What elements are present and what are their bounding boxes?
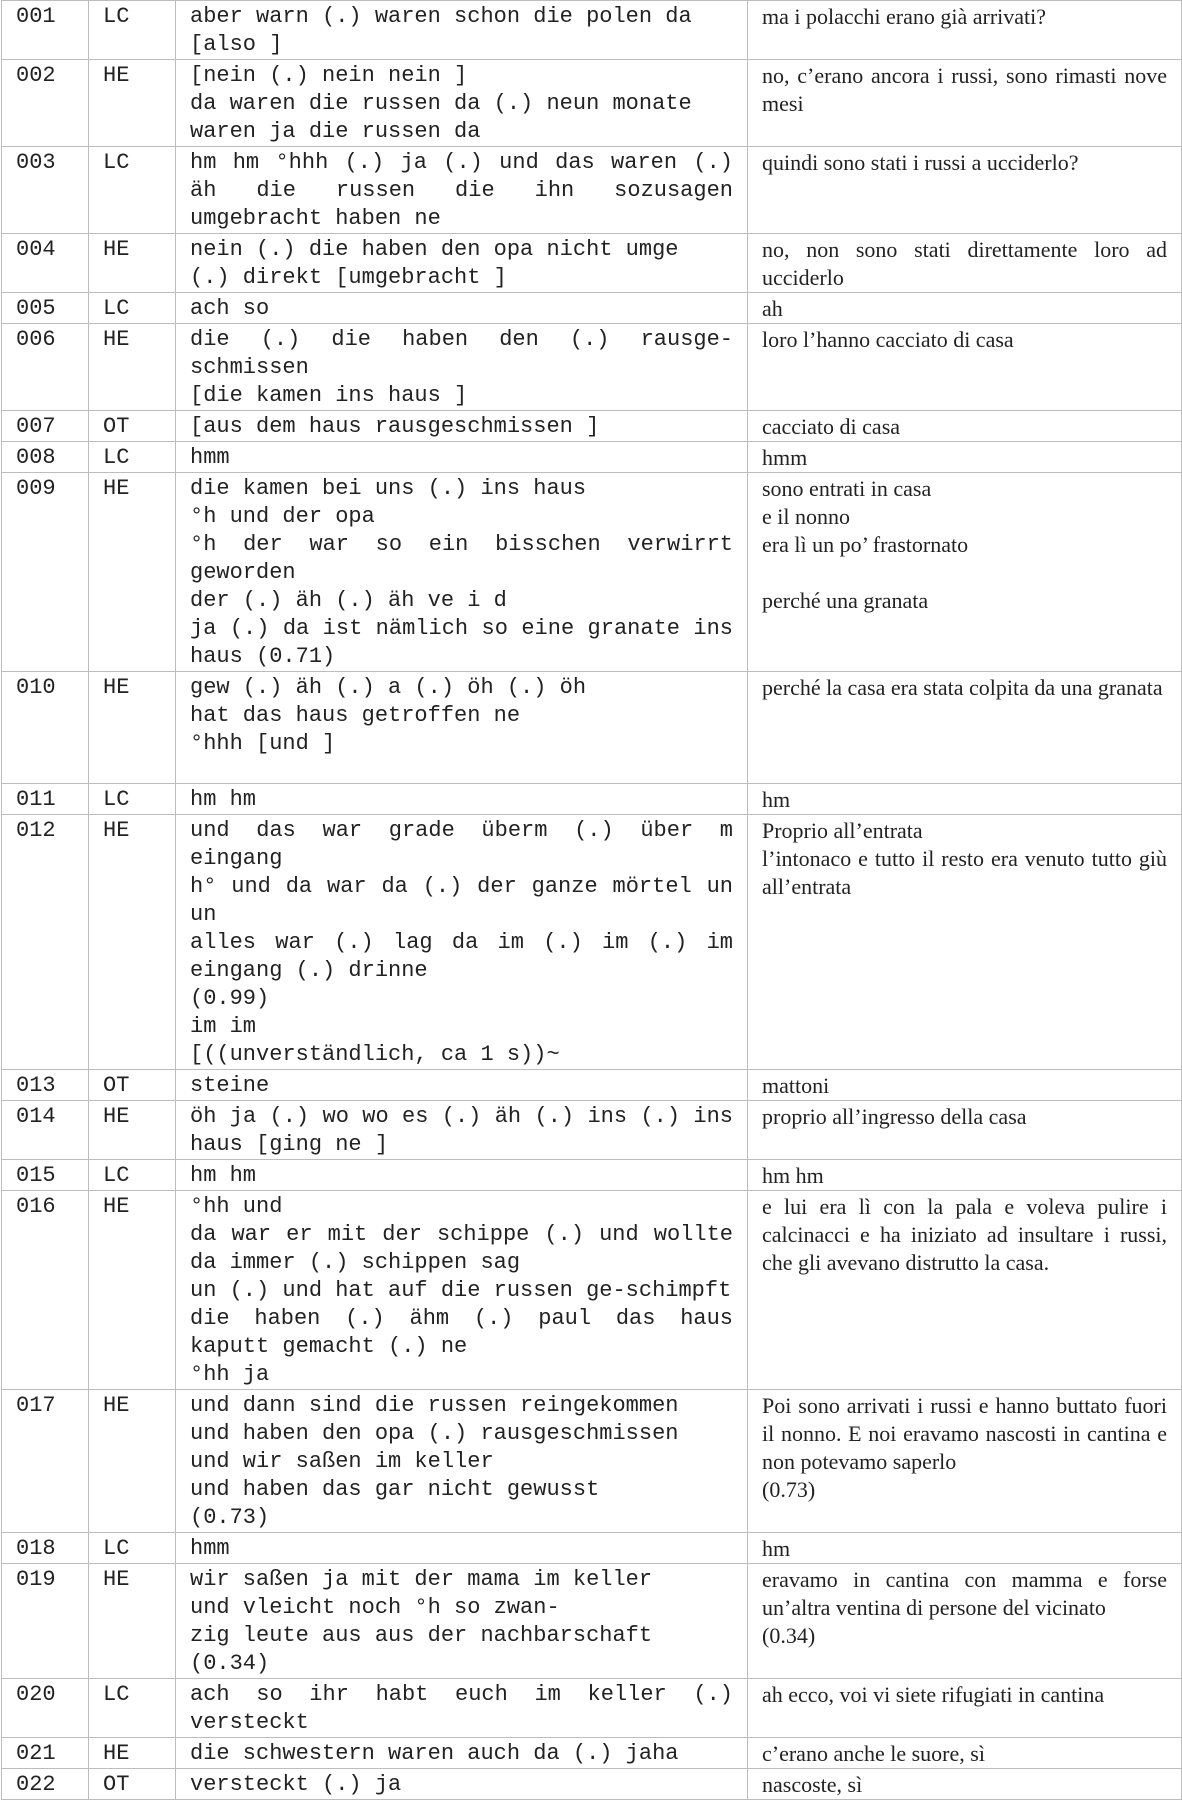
- speaker-code: HE: [89, 1191, 176, 1390]
- italian-translation-line: hmm: [762, 445, 808, 470]
- table-row: [2, 473, 1182, 672]
- table-row: [2, 1564, 1182, 1679]
- italian-translation-line: ma i polacchi erano già arrivati?: [762, 4, 1047, 29]
- speaker-code: HE: [89, 815, 176, 1070]
- line-number: 005: [2, 293, 89, 324]
- german-transcript-cell: [176, 784, 748, 815]
- speaker-code: LC: [89, 147, 176, 234]
- italian-translation-cell: [748, 1070, 1182, 1101]
- italian-translation-line: no, non sono stati direttamente loro ad ucciderlo: [762, 237, 1173, 290]
- italian-translation-line: nascoste, sì: [762, 1772, 863, 1797]
- line-number: 013: [2, 1070, 89, 1101]
- german-transcript-cell: [176, 1160, 748, 1191]
- german-transcript-cell: [176, 1070, 748, 1101]
- speaker-code: LC: [89, 1, 176, 60]
- italian-translation-cell: [748, 1564, 1182, 1679]
- table-row: [2, 324, 1182, 411]
- line-number: 004: [2, 234, 89, 293]
- german-transcript-line: h° und da war da (.) der ganze mörtel un un: [190, 874, 747, 927]
- speaker-code: LC: [89, 442, 176, 473]
- line-number: 001: [2, 1, 89, 60]
- german-transcript-line: die (.) die haben den (.) rausge-schmissen: [190, 327, 733, 380]
- speaker-code: HE: [89, 324, 176, 411]
- line-number: 006: [2, 324, 89, 411]
- line-number: 007: [2, 411, 89, 442]
- german-transcript-line: ach so: [190, 296, 270, 321]
- german-transcript-line: die kamen bei uns (.) ins haus: [190, 476, 587, 501]
- italian-translation-cell: [748, 1, 1182, 60]
- line-number: 012: [2, 815, 89, 1070]
- line-number: 009: [2, 473, 89, 672]
- line-number: 008: [2, 442, 89, 473]
- german-transcript-line: im im: [190, 1014, 257, 1039]
- table-row: [2, 147, 1182, 234]
- italian-translation-line: c’erano anche le suore, sì: [762, 1741, 985, 1766]
- german-transcript-cell: [176, 1191, 748, 1390]
- italian-translation-cell: [748, 1101, 1182, 1160]
- german-transcript-cell: [176, 1101, 748, 1160]
- italian-translation-cell: [748, 147, 1182, 234]
- speaker-code: HE: [89, 473, 176, 672]
- table-row: [2, 1, 1182, 60]
- table-row: [2, 293, 1182, 324]
- german-transcript-line: °h der war so ein bisschen verwirrt geworden: [190, 532, 747, 585]
- german-transcript-line: alles war (.) lag da im (.) im (.) im eingang (.) drinne: [190, 930, 747, 983]
- table-row: [2, 1191, 1182, 1390]
- german-transcript-cell: [176, 234, 748, 293]
- italian-translation-cell: [748, 1160, 1182, 1191]
- german-transcript-line: die haben (.) ähm (.) paul das haus kaputt gemacht (.) ne: [190, 1306, 747, 1359]
- speaker-code: OT: [89, 1769, 176, 1800]
- german-transcript-line: [((unverständlich, ca 1 s))~: [190, 1042, 560, 1067]
- table-row: [2, 1160, 1182, 1191]
- italian-translation-line: proprio all’ingresso della casa: [762, 1104, 1027, 1129]
- speaker-code: LC: [89, 1533, 176, 1564]
- italian-translation-line: cacciato di casa: [762, 414, 901, 439]
- speaker-code: HE: [89, 1738, 176, 1769]
- speaker-code: LC: [89, 784, 176, 815]
- speaker-code: HE: [89, 1101, 176, 1160]
- german-transcript-line: hmm: [190, 445, 230, 470]
- table-row: [2, 411, 1182, 442]
- german-transcript-cell: [176, 672, 748, 784]
- german-transcript-line: waren ja die russen da: [190, 119, 481, 144]
- german-transcript-line: (0.73): [190, 1505, 270, 1530]
- german-transcript-cell: [176, 1769, 748, 1800]
- german-transcript-line: [aus dem haus rausgeschmissen ]: [190, 414, 600, 439]
- german-transcript-cell: [176, 815, 748, 1070]
- german-transcript-line: aber warn (.) waren schon die polen da: [190, 4, 692, 29]
- table-row: [2, 1738, 1182, 1769]
- german-transcript-cell: [176, 1679, 748, 1738]
- table-row: [2, 60, 1182, 147]
- italian-translation-cell: [748, 324, 1182, 411]
- italian-translation-cell: [748, 442, 1182, 473]
- italian-translation-line: era lì un po’ frastornato: [762, 532, 969, 557]
- italian-translation-line: hm hm: [762, 1163, 824, 1188]
- german-transcript-line: ja (.) da ist nämlich so eine granate ins haus (0.71): [190, 616, 747, 669]
- speaker-code: OT: [89, 411, 176, 442]
- german-transcript-cell: [176, 1390, 748, 1533]
- italian-translation-cell: [748, 1679, 1182, 1738]
- german-transcript-line: °h und der opa: [190, 504, 375, 529]
- italian-translation-line: hm: [762, 1536, 791, 1561]
- german-transcript-line: und das war grade überm (.) über m eingang: [190, 818, 747, 871]
- italian-translation-cell: [748, 1191, 1182, 1390]
- table-row: [2, 234, 1182, 293]
- line-number: 021: [2, 1738, 89, 1769]
- german-transcript-line: und dann sind die russen reingekommen: [190, 1393, 679, 1418]
- italian-translation-cell: [748, 1390, 1182, 1533]
- italian-translation-cell: [748, 784, 1182, 815]
- german-transcript-line: steine: [190, 1073, 270, 1098]
- italian-translation-cell: [748, 293, 1182, 324]
- italian-translation-line: Poi sono arrivati i russi e hanno buttato fuori il nonno. E noi eravamo nascosti in cantina e non potevamo saperlo: [762, 1393, 1173, 1474]
- german-transcript-line: (0.34): [190, 1651, 270, 1676]
- german-transcript-line: °hhh [und ]: [190, 731, 336, 756]
- italian-translation-line: [762, 559, 1167, 587]
- german-transcript-cell: [176, 1, 748, 60]
- italian-translation-cell: [748, 1533, 1182, 1564]
- italian-translation-line: hm: [762, 787, 791, 812]
- german-transcript-line: und vleicht noch °h so zwan-: [190, 1595, 560, 1620]
- german-transcript-line: wir saßen ja mit der mama im keller: [190, 1567, 653, 1592]
- german-transcript-line: der (.) äh (.) äh ve i d: [190, 588, 507, 613]
- table-row: [2, 1769, 1182, 1800]
- german-transcript-cell: [176, 293, 748, 324]
- speaker-code: OT: [89, 1070, 176, 1101]
- table-row: [2, 1679, 1182, 1738]
- german-transcript-line: öh ja (.) wo wo es (.) äh (.) ins (.) ins haus [ging ne ]: [190, 1104, 747, 1157]
- german-transcript-line: die schwestern waren auch da (.) jaha: [190, 1741, 679, 1766]
- german-transcript-cell: [176, 442, 748, 473]
- table-row: [2, 1390, 1182, 1533]
- italian-translation-cell: [748, 473, 1182, 672]
- line-number: 014: [2, 1101, 89, 1160]
- german-transcript-cell: [176, 324, 748, 411]
- german-transcript-line: un (.) und hat auf die russen ge-schimpft: [190, 1278, 732, 1303]
- speaker-code: HE: [89, 60, 176, 147]
- italian-translation-cell: [748, 1738, 1182, 1769]
- german-transcript-line: hm hm: [190, 787, 257, 812]
- transcript-table: [1, 0, 1182, 1800]
- speaker-code: LC: [89, 1679, 176, 1738]
- line-number: 020: [2, 1679, 89, 1738]
- line-number: 015: [2, 1160, 89, 1191]
- italian-translation-line: ah ecco, voi vi siete rifugiati in cantina: [762, 1682, 1105, 1707]
- line-number: 022: [2, 1769, 89, 1800]
- german-transcript-line: und wir saßen im keller: [190, 1449, 494, 1474]
- german-transcript-line: gew (.) äh (.) a (.) öh (.) öh: [190, 675, 587, 700]
- german-transcript-line: hat das haus getroffen ne: [190, 703, 521, 728]
- speaker-code: HE: [89, 234, 176, 293]
- table-row: [2, 1101, 1182, 1160]
- german-transcript-line: °hh ja: [190, 1362, 270, 1387]
- italian-translation-line: quindi sono stati i russi a ucciderlo?: [762, 150, 1079, 175]
- german-transcript-cell: [176, 473, 748, 672]
- german-transcript-cell: [176, 1533, 748, 1564]
- italian-translation-line: ah: [762, 296, 783, 321]
- german-transcript-line: [also ]: [190, 32, 283, 57]
- german-transcript-cell: [176, 147, 748, 234]
- table-row: [2, 672, 1182, 784]
- german-transcript-line: da war er mit der schippe (.) und wollte da immer (.) schippen sag: [190, 1222, 747, 1275]
- italian-translation-line: (0.34): [762, 1623, 816, 1648]
- italian-translation-cell: [748, 672, 1182, 784]
- german-transcript-line: versteckt (.) ja: [190, 1772, 402, 1797]
- german-transcript-cell: [176, 411, 748, 442]
- italian-translation-line: l’intonaco e tutto il resto era venuto tutto giù all’entrata: [762, 846, 1173, 899]
- italian-translation-line: perché una granata: [762, 588, 929, 613]
- line-number: 018: [2, 1533, 89, 1564]
- italian-translation-cell: [748, 1769, 1182, 1800]
- line-number: 019: [2, 1564, 89, 1679]
- italian-translation-line: no, c’erano ancora i russi, sono rimasti nove mesi: [762, 63, 1173, 116]
- speaker-code: HE: [89, 1564, 176, 1679]
- german-transcript-cell: [176, 60, 748, 147]
- italian-translation-cell: [748, 815, 1182, 1070]
- german-transcript-line: hm hm: [190, 1163, 257, 1188]
- italian-translation-line: mattoni: [762, 1073, 830, 1098]
- table-row: [2, 815, 1182, 1070]
- table-row: [2, 1070, 1182, 1101]
- german-transcript-cell: [176, 1564, 748, 1679]
- german-transcript-line: [die kamen ins haus ]: [190, 383, 468, 408]
- italian-translation-cell: [748, 60, 1182, 147]
- line-number: 002: [2, 60, 89, 147]
- german-transcript-line: und haben den opa (.) rausgeschmissen: [190, 1421, 679, 1446]
- italian-translation-line: perché la casa era stata colpita da una granata: [762, 675, 1163, 700]
- german-transcript-line: da waren die russen da (.) neun monate: [190, 91, 692, 116]
- german-transcript-line: hmm: [190, 1536, 230, 1561]
- german-transcript-line: (.) direkt [umgebracht ]: [190, 265, 507, 290]
- line-number: 011: [2, 784, 89, 815]
- german-transcript-line: (0.99): [190, 986, 270, 1011]
- table-row: [2, 1533, 1182, 1564]
- german-transcript-line: ach so ihr habt euch im keller (.) versteckt: [190, 1682, 747, 1735]
- italian-translation-line: Proprio all’entrata: [762, 818, 923, 843]
- speaker-code: LC: [89, 1160, 176, 1191]
- transcript-rows: [2, 1, 1182, 1800]
- speaker-code: HE: [89, 1390, 176, 1533]
- italian-translation-line: e il nonno: [762, 504, 850, 529]
- line-number: 003: [2, 147, 89, 234]
- italian-translation-line: sono entrati in casa: [762, 476, 932, 501]
- german-transcript-line: zig leute aus aus der nachbarschaft: [190, 1623, 653, 1648]
- italian-translation-line: loro l’hanno cacciato di casa: [762, 327, 1014, 352]
- german-transcript-line: [nein (.) nein nein ]: [190, 63, 468, 88]
- italian-translation-line: eravamo in cantina con mamma e forse un’altra ventina di persone del vicinato: [762, 1567, 1173, 1620]
- italian-translation-cell: [748, 234, 1182, 293]
- german-transcript-line: hm hm °hhh (.) ja (.) und das waren (.) äh die russen die ihn sozusagen umgebracht haben ne: [190, 150, 747, 231]
- german-transcript-cell: [176, 1738, 748, 1769]
- speaker-code: LC: [89, 293, 176, 324]
- german-transcript-line: °hh und: [190, 1194, 283, 1219]
- line-number: 017: [2, 1390, 89, 1533]
- line-number: 016: [2, 1191, 89, 1390]
- german-transcript-line: nein (.) die haben den opa nicht umge: [190, 237, 679, 262]
- italian-translation-line: e lui era lì con la pala e voleva pulire i calcinacci e ha iniziato ad insultare i russi, che gli avevano distrutto la casa.: [762, 1194, 1173, 1275]
- italian-translation-cell: [748, 411, 1182, 442]
- speaker-code: HE: [89, 672, 176, 784]
- italian-translation-line: (0.73): [762, 1477, 816, 1502]
- german-transcript-line: und haben das gar nicht gewusst: [190, 1477, 600, 1502]
- line-number: 010: [2, 672, 89, 784]
- table-row: [2, 442, 1182, 473]
- table-row: [2, 784, 1182, 815]
